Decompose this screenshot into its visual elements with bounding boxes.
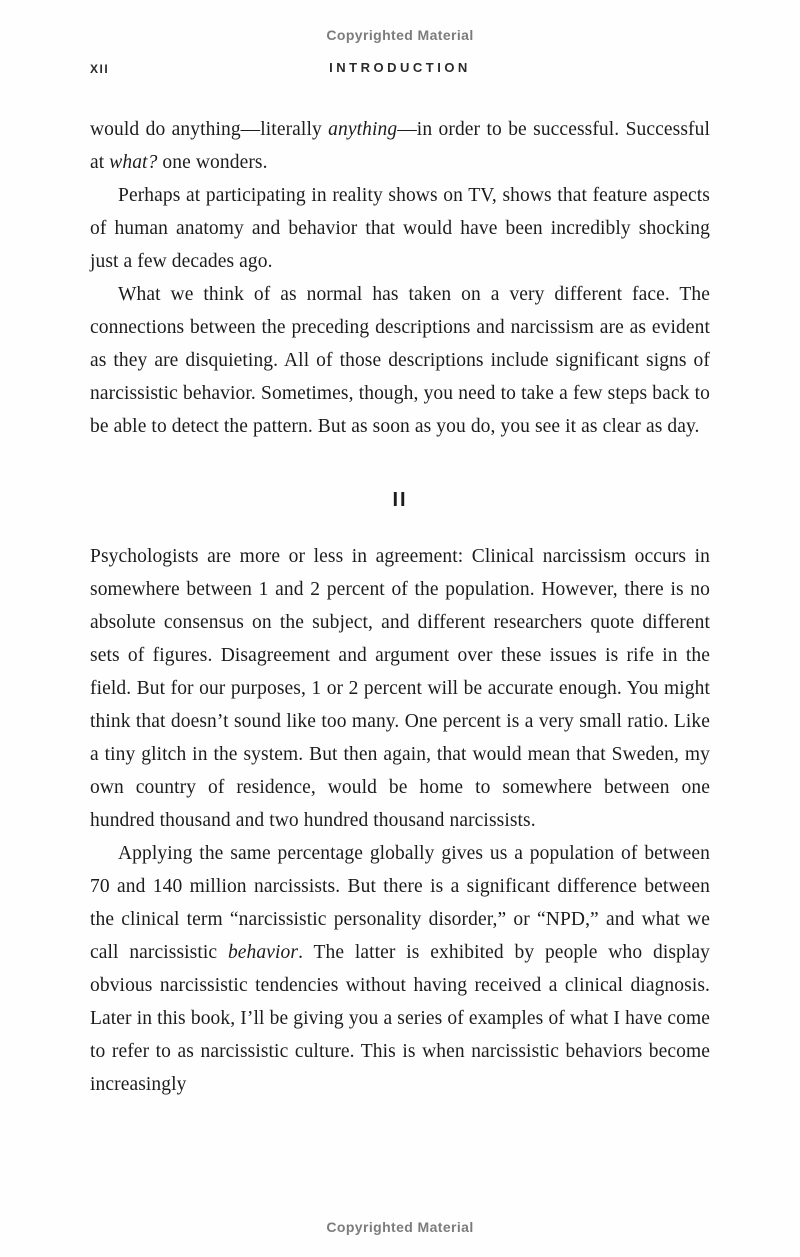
italic-text-run: what? <box>109 152 158 173</box>
page-number: XII <box>90 62 110 76</box>
body-paragraph <box>90 113 710 179</box>
body-paragraph <box>90 837 710 1101</box>
text-run: . The latter is exhibited by people who display obvious narcissistic tendencies without having received a clinical diagnosis. Later in this book, I’ll be giving you a series of examples of what I have come to refer to as narcissistic culture. This is when narcissistic behaviors become increasingly <box>90 942 710 1095</box>
running-head: INTRODUCTION <box>329 60 471 75</box>
body-paragraph <box>90 540 710 837</box>
text-run: Perhaps at participating in reality shows on TV, shows that feature aspects of human anatomy and behavior that would have been incredibly shocking just a few decades ago. <box>90 185 710 272</box>
text-run: What we think of as normal has taken on a very different face. The connections between the preceding descriptions and narcissism are as evident as they are disquieting. All of those descriptions include significant signs of narcissistic behavior. Sometimes, though, you need to take a few steps back to be able to detect the pattern. But as soon as you do, you see it as clear as day. <box>90 284 710 437</box>
italic-text-run: behavior <box>227 942 299 963</box>
top-copyright-watermark: Copyrighted Material <box>326 27 474 43</box>
bottom-copyright-watermark: Copyrighted Material <box>326 1219 474 1235</box>
section-divider: II <box>392 489 408 511</box>
page-header <box>0 60 800 80</box>
body-paragraph <box>90 278 710 443</box>
text-run: Applying the same percentage globally gives us a population of between 70 and 140 million narcissists. But there is a significant difference between the clinical term “narcissistic personality disorder,” or “NPD,” and what we call narcissistic <box>90 843 710 963</box>
italic-text-run: anything <box>328 119 398 140</box>
text-run: would do anything—literally <box>90 119 329 140</box>
text-run: Psychologists are more or less in agreement: Clinical narcissism occurs in somewhere between 1 and 2 percent of the population. However, there is no absolute consensus on the subject, and different researchers quote different sets of figures. Disagreement and argument over these issues is rife in the field. But for our purposes, 1 or 2 percent will be accurate enough. You might think that doesn’t sound like too many. One percent is a very small ratio. Like a tiny glitch in the system. But then again, that would mean that Sweden, my own country of residence, would be home to somewhere between one hundred thousand and two hundred thousand narcissists. <box>90 546 710 831</box>
text-run: one wonders. <box>157 152 268 173</box>
page-body <box>90 113 710 1101</box>
text-run: —in order to be successful. Successful at <box>90 119 710 173</box>
body-paragraph <box>90 179 710 278</box>
